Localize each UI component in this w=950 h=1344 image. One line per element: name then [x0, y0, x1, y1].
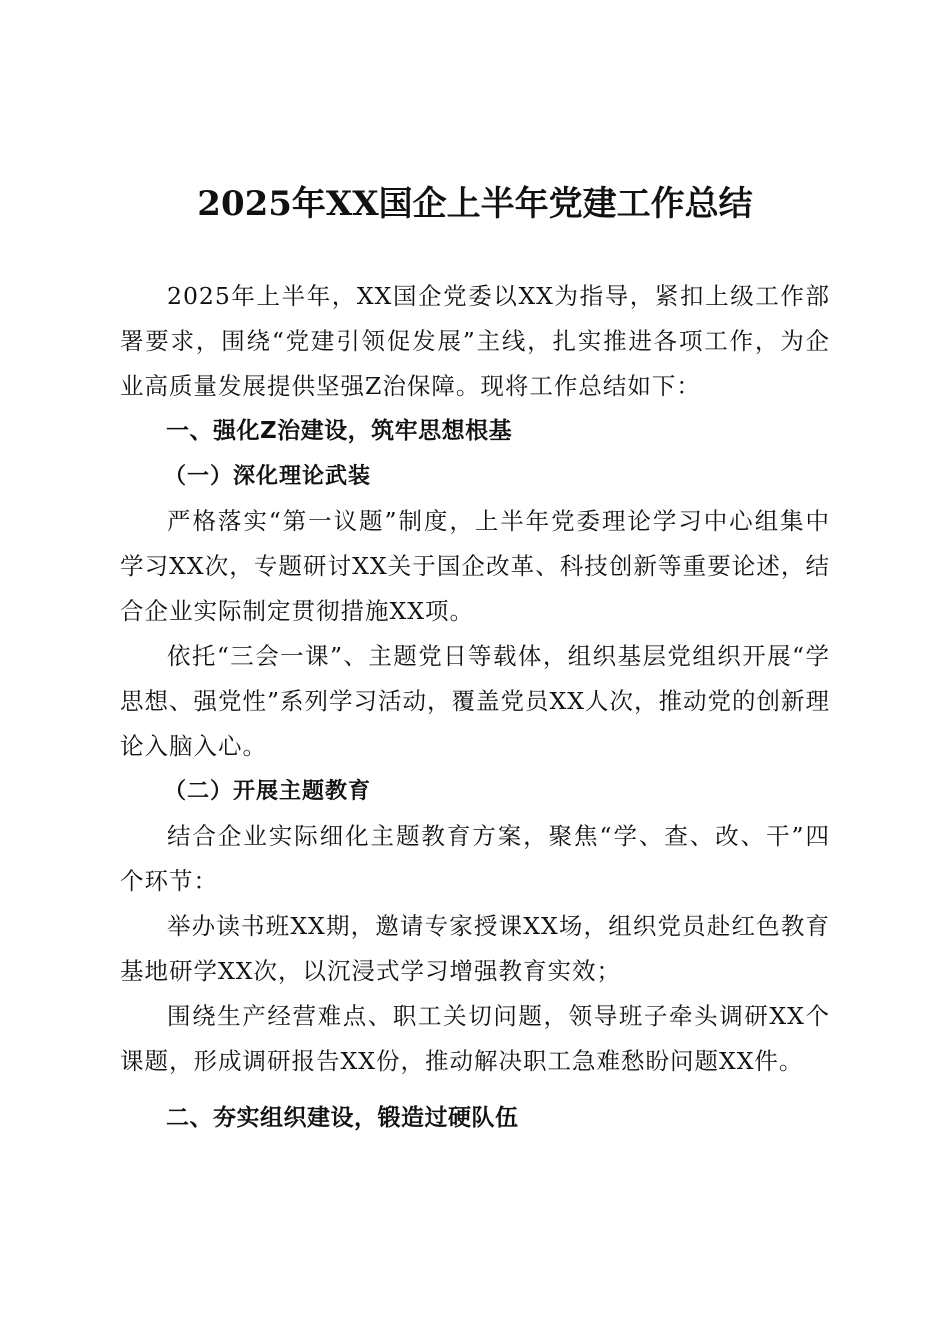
section-1-heading: 一、强化Z治建设，筑牢思想根基 [166, 418, 513, 444]
section-1-sub-2-heading: （二）开展主题教育 [164, 778, 372, 804]
document-title: 2025年XX国企上半年党建工作总结 [197, 184, 753, 224]
section-1-sub-1-paragraph-2: 依托“三会一课”、主题党日等载体，组织基层党组织开展“学思想、强党性”系列学习活动，覆盖党员XX人次，推动党的创新理论入脑入心。 [120, 642, 830, 760]
section-1-sub-1-heading: （一）深化理论武装 [164, 463, 372, 489]
intro-paragraph: 2025年上半年，XX国企党委以XX为指导，紧扣上级工作部署要求，围绕“党建引领促发展”主线，扎实推进各项工作，为企业高质量发展提供坚强Z治保障。现将工作总结如下： [120, 282, 830, 400]
section-1-sub-2-paragraph-2: 举办读书班XX期，邀请专家授课XX场，组织党员赴红色教育基地研学XX次，以沉浸式学习增强教育实效； [120, 912, 830, 985]
document-body [120, 274, 830, 1141]
section-1-sub-2-paragraph-1: 结合企业实际细化主题教育方案，聚焦“学、查、改、干”四个环节： [120, 822, 830, 895]
section-1-sub-2-paragraph-3: 围绕生产经营难点、职工关切问题，领导班子牵头调研XX个课题，形成调研报告XX份，推动解决职工急难愁盼问题XX件。 [120, 1002, 830, 1075]
section-1-sub-1-paragraph-1: 严格落实“第一议题”制度，上半年党委理论学习中心组集中学习XX次，专题研讨XX关于国企改革、科技创新等重要论述，结合企业实际制定贯彻措施XX项。 [120, 507, 830, 625]
section-2-heading: 二、夯实组织建设，锻造过硬队伍 [166, 1105, 519, 1131]
